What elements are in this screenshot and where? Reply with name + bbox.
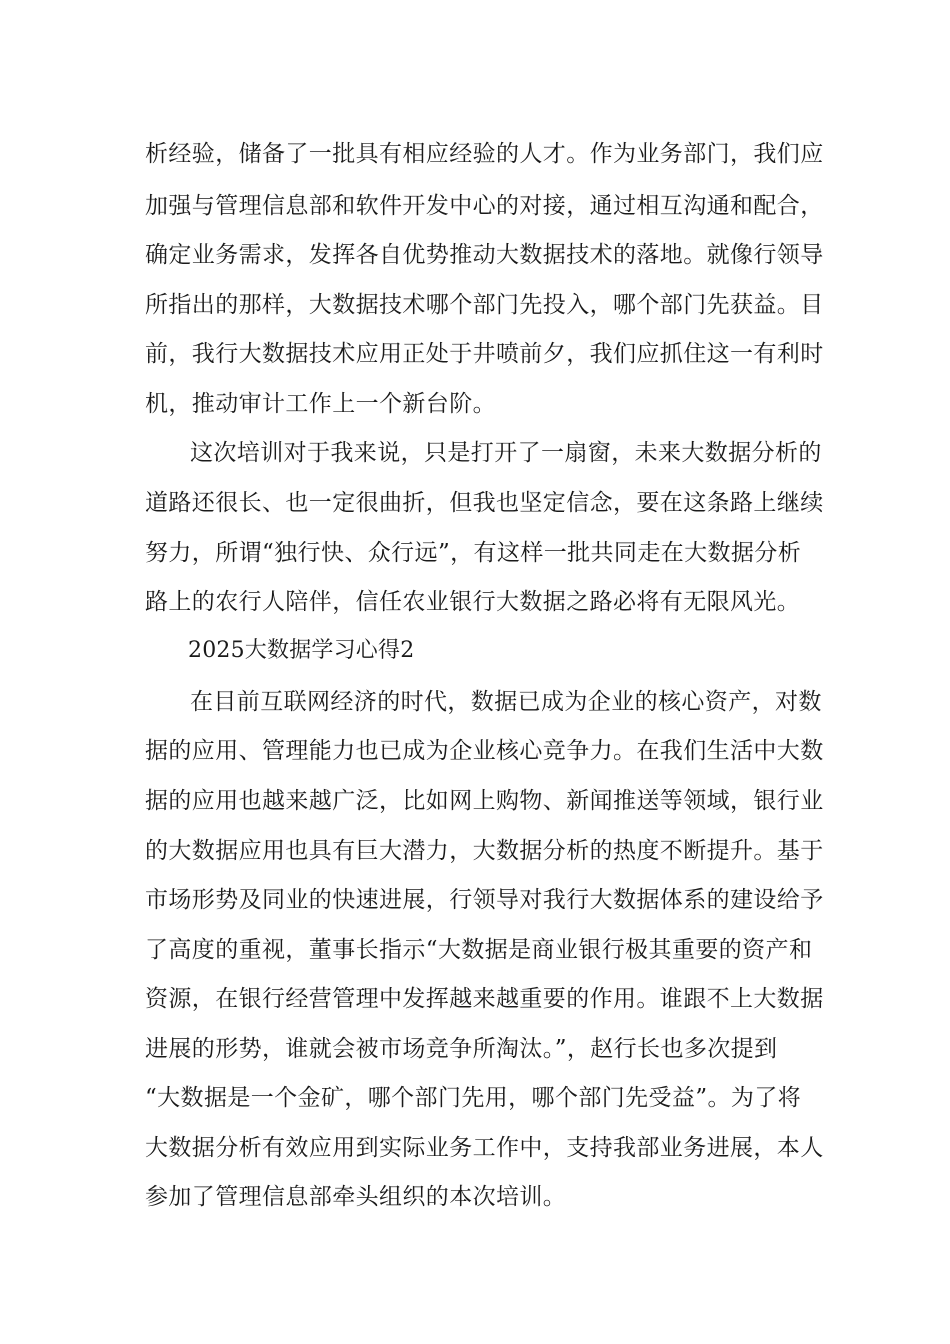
text-line: “大数据是一个金矿，哪个部门先用，哪个部门先受益”。为了将 (145, 1085, 802, 1111)
text-line: 确定业务需求，发挥各自优势推动大数据技术的落地。就像行领导 (145, 242, 824, 268)
text-line: 析经验，储备了一批具有相应经验的人才。作为业务部门，我们应 (145, 141, 824, 167)
text-line: 路上的农行人陪伴，信任农业银行大数据之路必将有无限风光。 (145, 589, 801, 615)
text-line: 加强与管理信息部和软件开发中心的对接，通过相互沟通和配合， (145, 193, 824, 219)
text-line: 的大数据应用也具有巨大潜力，大数据分析的热度不断提升。基于 (145, 838, 824, 864)
text-line: 了高度的重视，董事长指示“大数据是商业银行极其重要的资产和 (145, 937, 813, 963)
section-heading: 2025大数据学习心得2 (188, 638, 415, 663)
text-line: 据的应用、管理能力也已成为企业核心竞争力。在我们生活中大数 (145, 738, 824, 764)
text-line: 道路还很长、也一定很曲折，但我也坚定信念，要在这条路上继续 (145, 490, 824, 516)
paragraph-first-line: 在目前互联网经济的时代，数据已成为企业的核心资产，对数 (190, 689, 822, 715)
text-line: 市场形势及同业的快速进展，行领导对我行大数据体系的建设给予 (145, 887, 824, 913)
text-line: 大数据分析有效应用到实际业务工作中，支持我部业务进展，本人 (145, 1135, 824, 1161)
text-line: 进展的形势，谁就会被市场竞争所淘汰。”，赵行长也多次提到 (145, 1036, 778, 1062)
text-line: 前，我行大数据技术应用正处于井喷前夕，我们应抓住这一有利时 (145, 341, 824, 367)
text-line: 参加了管理信息部牵头组织的本次培训。 (145, 1184, 567, 1210)
text-line: 努力，所谓“独行快、众行远”，有这样一批共同走在大数据分析 (145, 540, 802, 566)
paragraph-first-line: 这次培训对于我来说，只是打开了一扇窗，未来大数据分析的 (190, 440, 822, 466)
text-line: 所指出的那样，大数据技术哪个部门先投入，哪个部门先获益。目 (145, 292, 824, 318)
text-line: 据的应用也越来越广泛，比如网上购物、新闻推送等领域，银行业 (145, 788, 824, 814)
text-line: 资源，在银行经营管理中发挥越来越重要的作用。谁跟不上大数据 (145, 986, 824, 1012)
text-line: 机，推动审计工作上一个新台阶。 (145, 391, 496, 417)
